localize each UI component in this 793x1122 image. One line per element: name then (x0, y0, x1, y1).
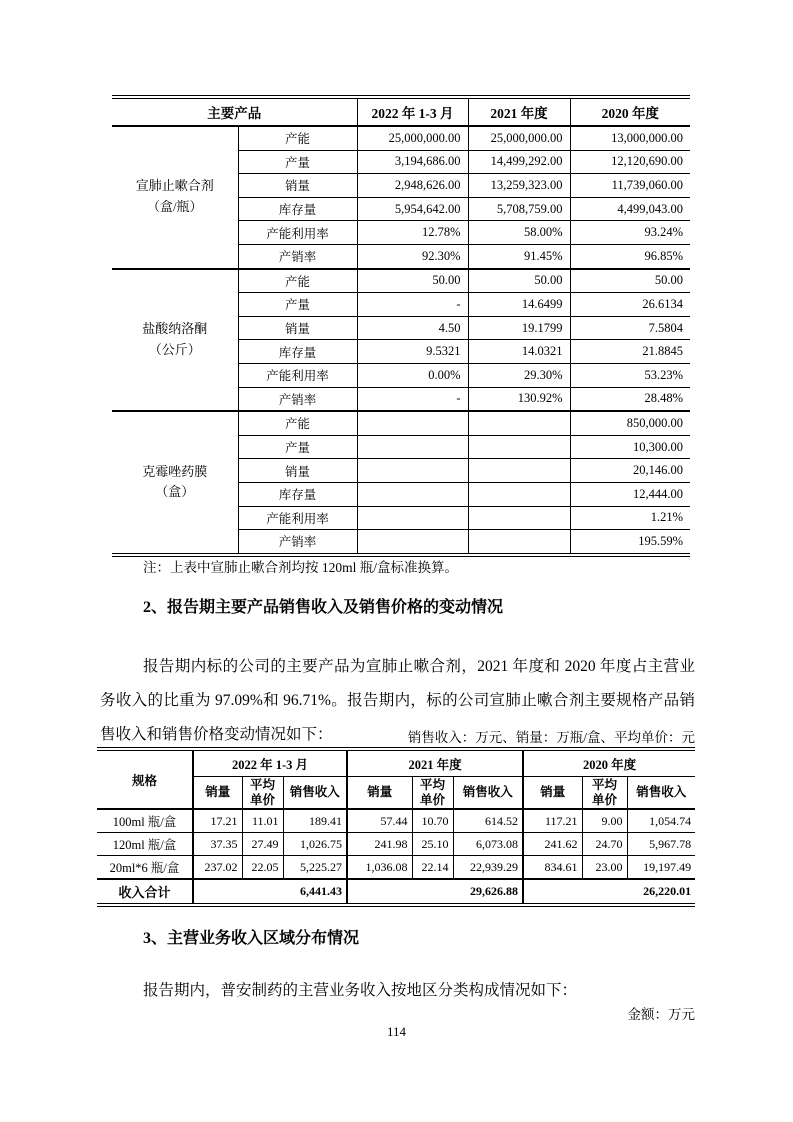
product-name: 宣肺止嗽合剂 (135, 178, 214, 194)
product-name: 克霉唑药膜 (142, 463, 208, 479)
total-value-cell: 6,441.43 (193, 879, 347, 905)
product-cell (112, 269, 238, 412)
value-cell: 2,948,626.00 (357, 174, 468, 198)
value-cell: 93.24% (570, 221, 690, 245)
metric-cell: 产量 (238, 150, 357, 174)
value-cell: 58.00% (468, 221, 570, 245)
value-cell: 237.02 (193, 856, 242, 880)
metric-cell: 产销率 (238, 244, 357, 268)
metric-cell: 销量 (238, 174, 357, 198)
avg-price-header: 平均单价 (582, 777, 627, 810)
value-cell: 21.8845 (570, 340, 690, 364)
value-cell: 4,499,043.00 (570, 197, 690, 221)
value-cell: - (357, 293, 468, 317)
metric-cell: 产量 (238, 435, 357, 459)
period-header-2022: 2022 年 1-3 月 (193, 749, 347, 777)
value-cell: 50.00 (468, 269, 570, 293)
value-cell: 53.23% (570, 363, 690, 387)
total-value-cell: 26,220.01 (523, 879, 695, 905)
product-name: 盐酸纳洛酮 (142, 321, 208, 337)
metric-cell: 产能 (238, 269, 357, 293)
section-3-paragraph: 报告期内，普安制药的主营业务收入按地区分类构成情况如下： (143, 981, 578, 999)
metric-cell: 产能利用率 (238, 363, 357, 387)
metric-cell: 产销率 (238, 387, 357, 411)
period-header-2020: 2020 年度 (523, 749, 695, 777)
value-cell: 37.35 (193, 833, 242, 856)
value-cell (468, 530, 570, 555)
value-cell: 6,073.08 (453, 833, 523, 856)
metric-cell: 产销率 (238, 530, 357, 555)
value-cell: 834.61 (523, 856, 582, 880)
value-cell (357, 506, 468, 530)
value-cell: 5,225.27 (283, 856, 347, 880)
spec-column-header: 规格 (97, 749, 193, 809)
section-2-heading: 2、报告期主要产品销售收入及销售价格的变动情况 (143, 599, 504, 616)
value-cell: 91.45% (468, 244, 570, 268)
section-2-paragraph: 报告期内标的公司的主要产品为宣肺止嗽合剂，2021 年度和 2020 年度占主营业务收入的比重为 97.09%和 96.71%。报告期内，标的公司宣肺止嗽合剂主要规格产品销售收入和销售价格变动情况如下： (100, 657, 695, 743)
value-cell: 96.85% (570, 244, 690, 268)
period-header-2021: 2021 年度 (347, 749, 523, 777)
value-cell: 10,300.00 (570, 435, 690, 459)
period-header-2021: 2021 年度 (468, 97, 570, 126)
value-cell: 24.70 (582, 833, 627, 856)
product-cell (112, 126, 238, 269)
product-cell (112, 411, 238, 555)
metric-cell: 库存量 (238, 197, 357, 221)
value-cell: 22,939.29 (453, 856, 523, 880)
revenue-header: 销售收入 (453, 777, 523, 810)
value-cell: 0.00% (357, 363, 468, 387)
table-row (112, 126, 690, 150)
avg-price-header: 平均单价 (412, 777, 453, 810)
section-3-heading: 3、主营业务收入区域分布情况 (143, 930, 360, 947)
value-cell: 22.14 (412, 856, 453, 880)
value-cell: 14.6499 (468, 293, 570, 317)
value-cell: 9.00 (582, 809, 627, 833)
spec-cell: 100ml 瓶/盒 (97, 809, 193, 833)
page-number: 114 (386, 1024, 407, 1039)
value-cell: 189.41 (283, 809, 347, 833)
value-cell: 241.98 (347, 833, 412, 856)
value-cell: 19,197.49 (627, 856, 695, 880)
volume-header: 销量 (193, 777, 242, 810)
value-cell: - (357, 387, 468, 411)
value-cell: 130.92% (468, 387, 570, 411)
sales-table-unit-note: 销售收入：万元、销量：万瓶/盒、平均单价：元 (407, 730, 695, 745)
value-cell (357, 459, 468, 483)
table-row (97, 856, 695, 880)
value-cell: 92.30% (357, 244, 468, 268)
value-cell: 25.10 (412, 833, 453, 856)
value-cell: 614.52 (453, 809, 523, 833)
avg-price-header: 平均单价 (242, 777, 283, 810)
value-cell: 13,000,000.00 (570, 126, 690, 150)
value-cell (468, 482, 570, 506)
metric-cell: 销量 (238, 316, 357, 340)
amount-unit-note: 金额：万元 (627, 1007, 695, 1022)
value-cell: 23.00 (582, 856, 627, 880)
metric-cell: 产能 (238, 411, 357, 435)
value-cell: 11,739,060.00 (570, 174, 690, 198)
value-cell: 11.01 (242, 809, 283, 833)
table-row (97, 833, 695, 856)
total-label-cell: 收入合计 (97, 879, 193, 905)
value-cell: 13,259,323.00 (468, 174, 570, 198)
value-cell: 1,036.08 (347, 856, 412, 880)
metric-cell: 产量 (238, 293, 357, 317)
table-footnote: 注：上表中宣肺止嗽合剂均按 120ml 瓶/盒标准换算。 (143, 560, 459, 575)
value-cell (468, 459, 570, 483)
revenue-header: 销售收入 (283, 777, 347, 810)
value-cell: 19.1799 (468, 316, 570, 340)
value-cell (357, 530, 468, 555)
spec-cell: 20ml*6 瓶/盒 (97, 856, 193, 880)
revenue-header: 销售收入 (627, 777, 695, 810)
value-cell: 25,000,000.00 (468, 126, 570, 150)
value-cell: 850,000.00 (570, 411, 690, 435)
table-header-row (97, 749, 695, 777)
metric-cell: 产能利用率 (238, 506, 357, 530)
value-cell: 22.05 (242, 856, 283, 880)
value-cell: 20,146.00 (570, 459, 690, 483)
metric-cell: 库存量 (238, 340, 357, 364)
metric-cell: 库存量 (238, 482, 357, 506)
value-cell: 57.44 (347, 809, 412, 833)
period-header-2020: 2020 年度 (570, 97, 690, 126)
product-unit: （盒/瓶） (146, 199, 203, 215)
table-row (112, 269, 690, 293)
product-unit: （盒） (155, 484, 195, 500)
value-cell: 14.0321 (468, 340, 570, 364)
value-cell: 1,026.75 (283, 833, 347, 856)
value-cell (357, 411, 468, 435)
value-cell: 1,054.74 (627, 809, 695, 833)
value-cell: 27.49 (242, 833, 283, 856)
total-value-cell: 29,626.88 (347, 879, 523, 905)
value-cell: 29.30% (468, 363, 570, 387)
value-cell: 117.21 (523, 809, 582, 833)
product-unit: （公斤） (148, 341, 201, 357)
value-cell (357, 482, 468, 506)
value-cell: 12.78% (357, 221, 468, 245)
value-cell: 50.00 (357, 269, 468, 293)
value-cell: 3,194,686.00 (357, 150, 468, 174)
value-cell: 17.21 (193, 809, 242, 833)
sales-table (97, 747, 695, 907)
value-cell: 5,708,759.00 (468, 197, 570, 221)
value-cell (468, 435, 570, 459)
value-cell: 1.21% (570, 506, 690, 530)
volume-header: 销量 (347, 777, 412, 810)
value-cell: 50.00 (570, 269, 690, 293)
value-cell: 9.5321 (357, 340, 468, 364)
value-cell: 195.59% (570, 530, 690, 555)
value-cell (357, 435, 468, 459)
volume-header: 销量 (523, 777, 582, 810)
spec-cell: 120ml 瓶/盒 (97, 833, 193, 856)
value-cell: 5,954,642.00 (357, 197, 468, 221)
total-row (97, 879, 695, 905)
value-cell: 241.62 (523, 833, 582, 856)
table-header-row (112, 97, 690, 126)
value-cell: 28.48% (570, 387, 690, 411)
value-cell: 12,444.00 (570, 482, 690, 506)
value-cell: 25,000,000.00 (357, 126, 468, 150)
value-cell: 14,499,292.00 (468, 150, 570, 174)
value-cell (468, 411, 570, 435)
value-cell: 10.70 (412, 809, 453, 833)
value-cell: 5,967.78 (627, 833, 695, 856)
capacity-table (112, 95, 690, 557)
value-cell: 4.50 (357, 316, 468, 340)
metric-cell: 销量 (238, 459, 357, 483)
value-cell: 26.6134 (570, 293, 690, 317)
value-cell (468, 506, 570, 530)
value-cell: 12,120,690.00 (570, 150, 690, 174)
period-header-2022: 2022 年 1-3 月 (357, 97, 468, 126)
metric-cell: 产能 (238, 126, 357, 150)
product-column-header: 主要产品 (112, 97, 357, 126)
table-row (112, 411, 690, 435)
metric-cell: 产能利用率 (238, 221, 357, 245)
table-row (97, 809, 695, 833)
value-cell: 7.5804 (570, 316, 690, 340)
